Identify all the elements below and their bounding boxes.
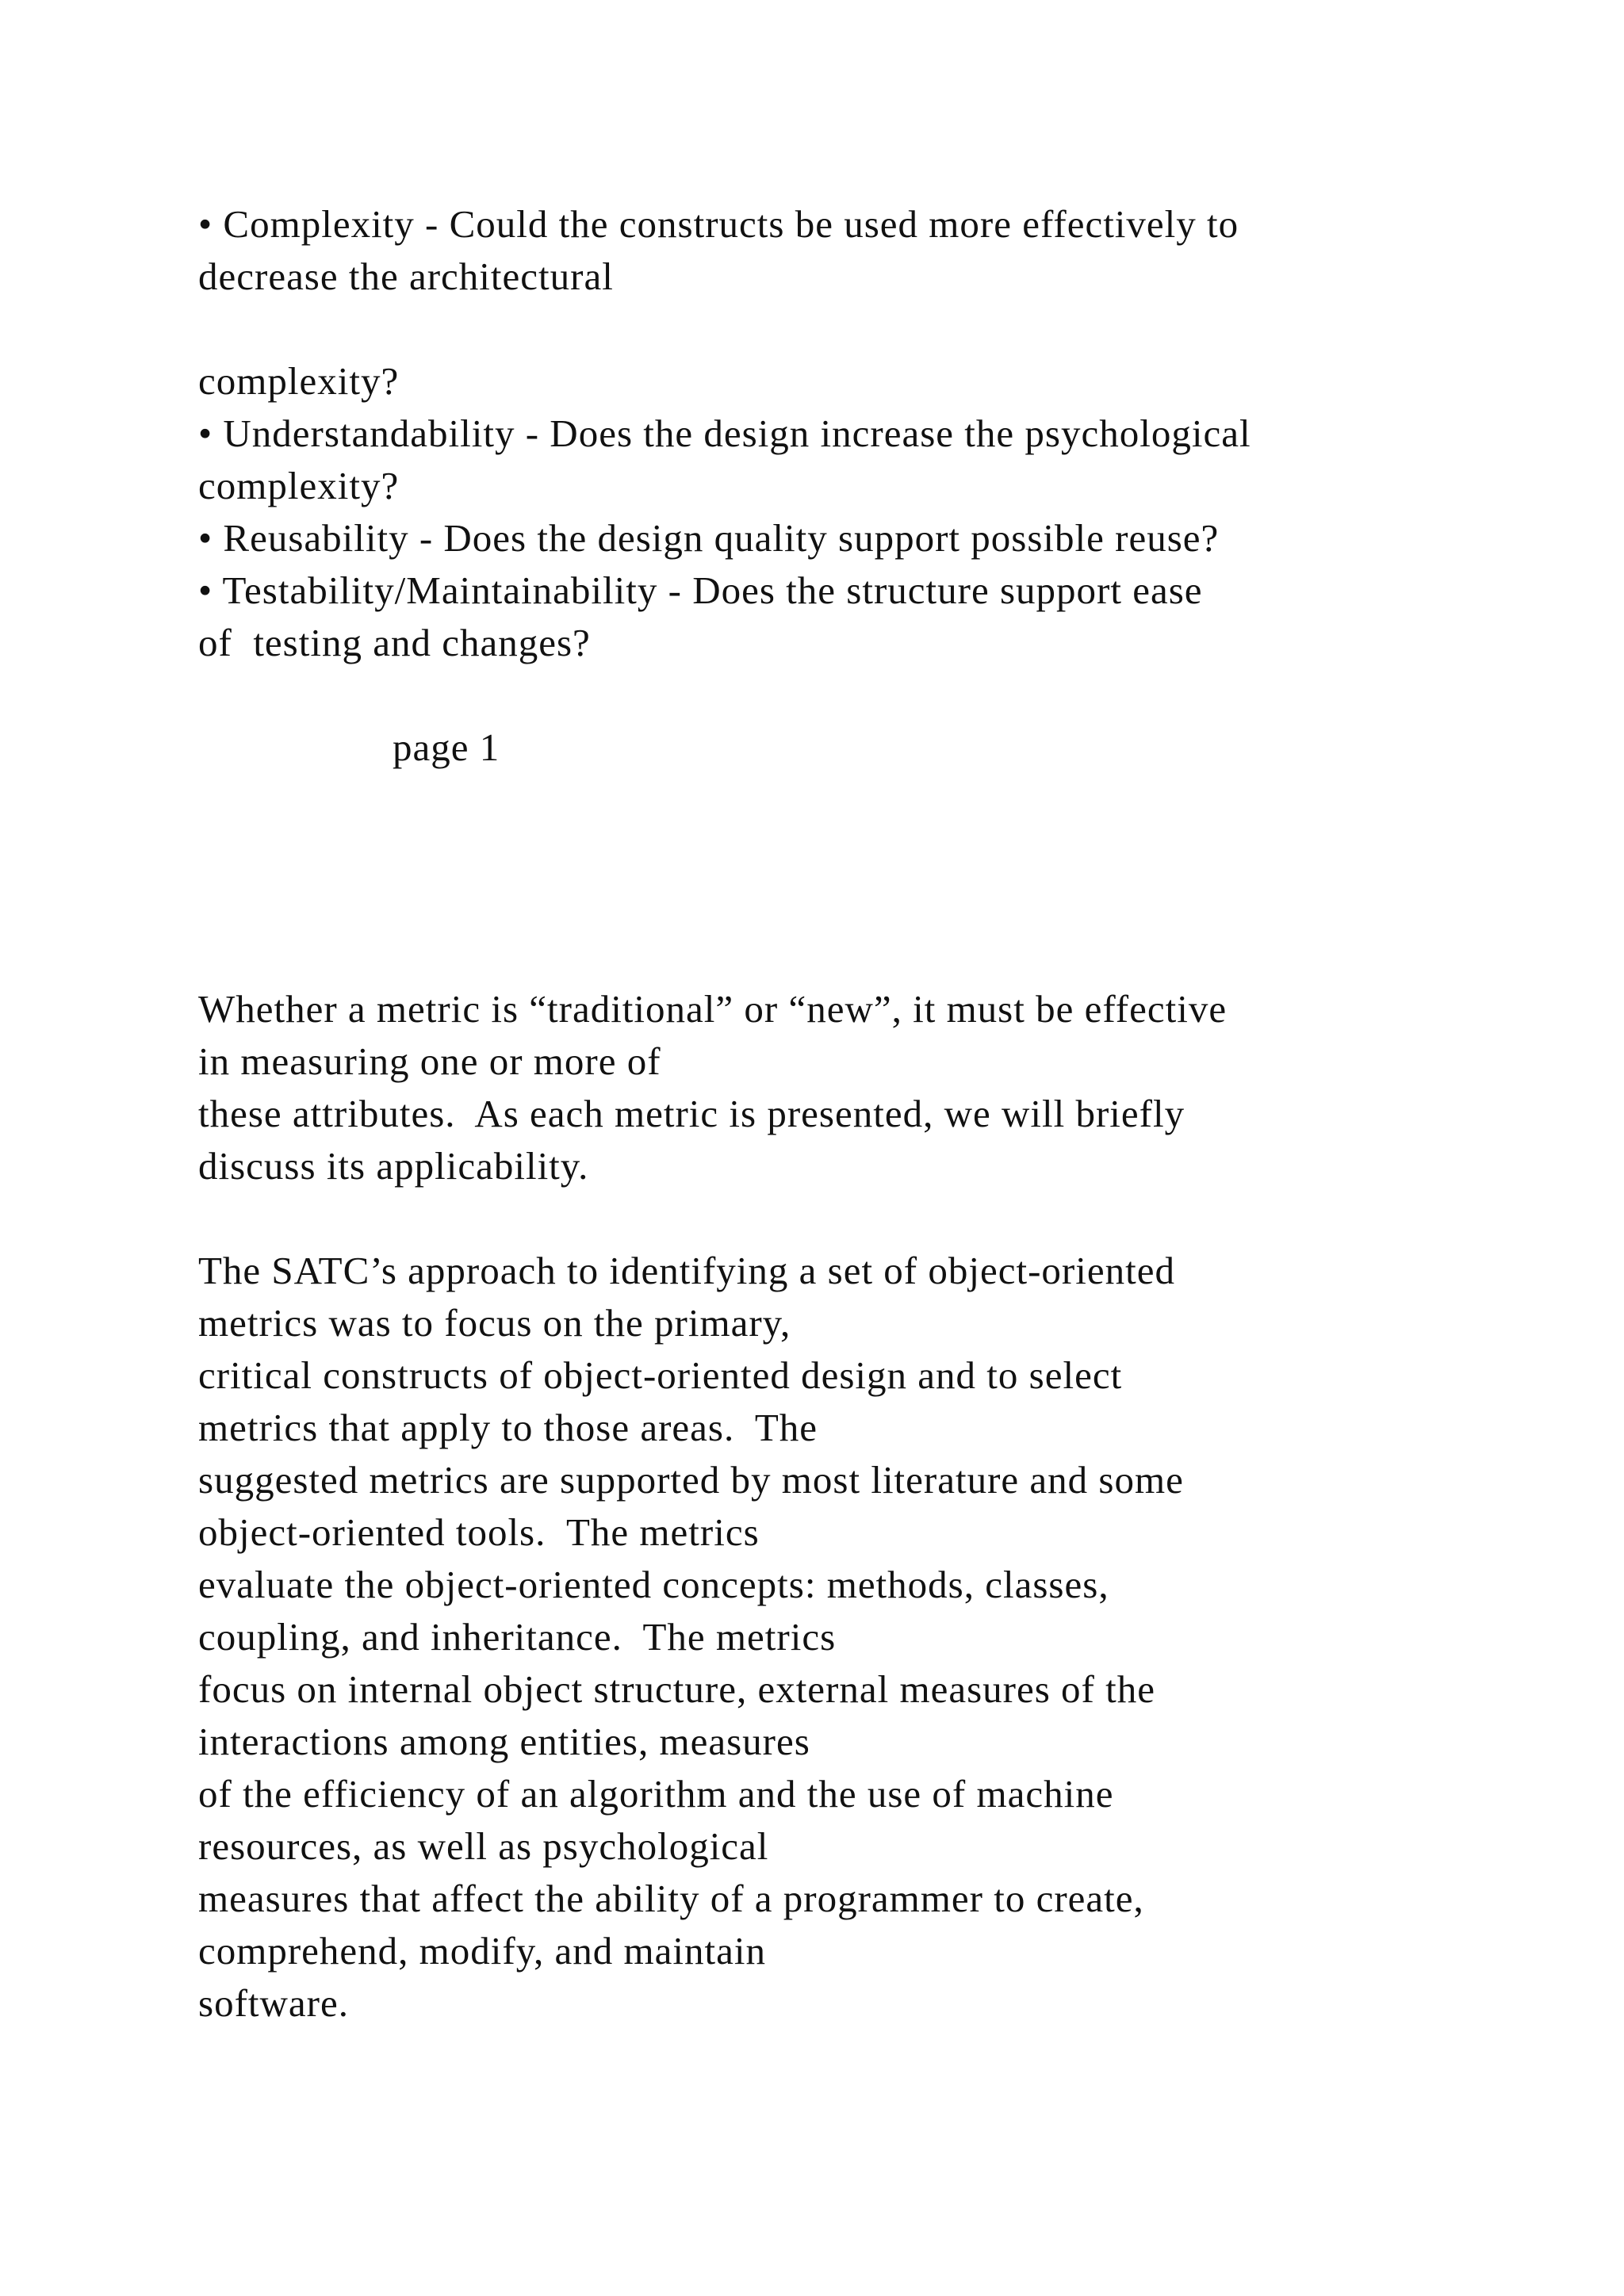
text-line: discuss its applicability.	[198, 1144, 589, 1188]
text-line: object-oriented tools. The metrics	[198, 1510, 760, 1554]
text-line: of testing and changes?	[198, 621, 591, 664]
text-line: software.	[198, 1981, 349, 2025]
text-line: evaluate the object-oriented concepts: methods, classes,	[198, 1563, 1109, 1606]
text-line: metrics was to focus on the primary,	[198, 1301, 791, 1345]
text-line: Whether a metric is “traditional” or “new”, it must be effective	[198, 987, 1228, 1031]
text-line: • Complexity - Could the constructs be used more effectively to	[198, 202, 1239, 246]
text-line: suggested metrics are supported by most literature and some	[198, 1458, 1184, 1502]
text-line: these attributes. As each metric is presented, we will briefly	[198, 1092, 1185, 1135]
text-line: metrics that apply to those areas. The	[198, 1406, 818, 1449]
text-line: • Understandability - Does the design increase the psychological	[198, 411, 1251, 455]
text-line: resources, as well as psychological	[198, 1824, 769, 1868]
text-line: of the efficiency of an algorithm and the use of machine	[198, 1772, 1114, 1816]
text-line: focus on internal object structure, external measures of the	[198, 1667, 1155, 1711]
text-line: complexity?	[198, 464, 400, 507]
text-line: • Testability/Maintainability - Does the structure support ease	[198, 568, 1203, 612]
text-line: interactions among entities, measures	[198, 1720, 810, 1763]
text-line: complexity?	[198, 359, 400, 403]
text-line: decrease the architectural	[198, 254, 614, 298]
text-line: • Reusability - Does the design quality support possible reuse?	[198, 516, 1220, 560]
page-number-label: page 1	[393, 725, 500, 769]
text-line: comprehend, modify, and maintain	[198, 1929, 766, 1973]
text-line: critical constructs of object-oriented design and to select	[198, 1353, 1123, 1397]
text-line: measures that affect the ability of a programmer to create,	[198, 1877, 1144, 1920]
text-line: coupling, and inheritance. The metrics	[198, 1615, 837, 1659]
text-line: in measuring one or more of	[198, 1039, 661, 1083]
text-line: The SATC’s approach to identifying a set of object-oriented	[198, 1249, 1175, 1292]
